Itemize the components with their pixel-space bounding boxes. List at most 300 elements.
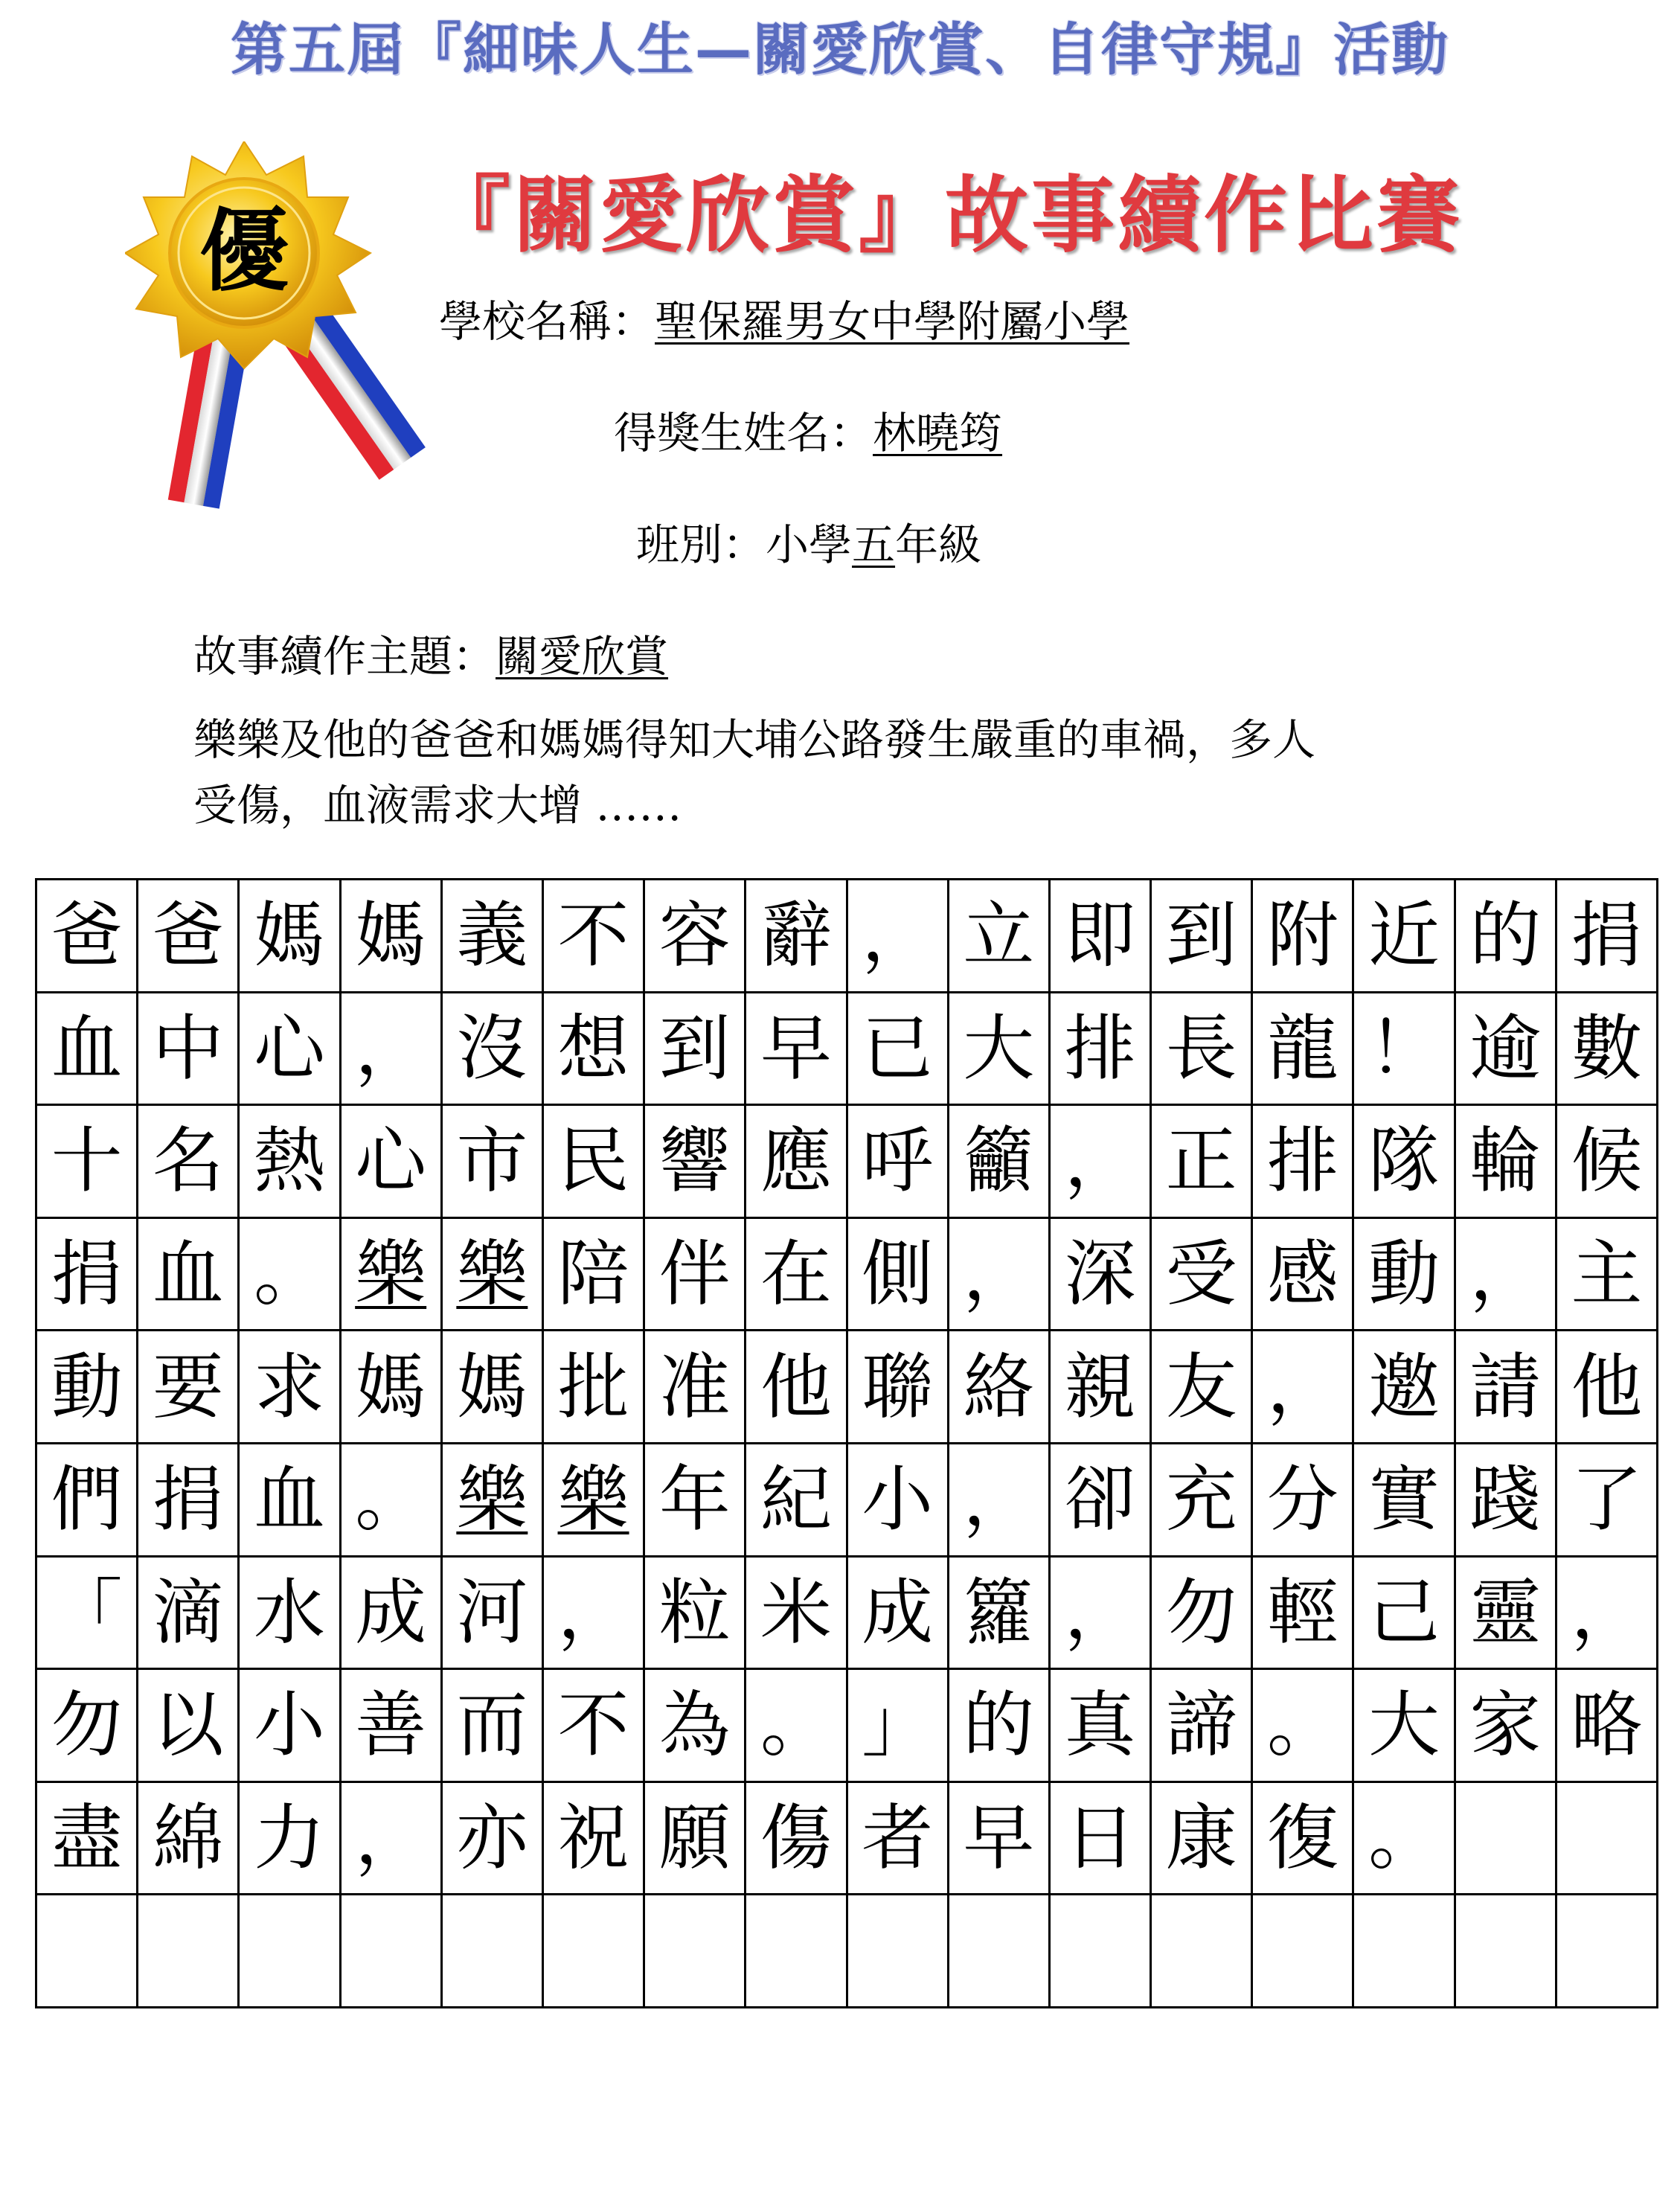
- grid-char: ，: [355, 1796, 427, 1880]
- grid-cell: [1253, 1783, 1354, 1896]
- grid-cell: [848, 993, 949, 1107]
- grid-char: ，: [963, 1458, 1035, 1542]
- grid-cell: [342, 1895, 443, 2008]
- grid-cell: [1051, 1219, 1152, 1332]
- grid-cell: [848, 1895, 949, 2008]
- grid-char: 捐: [51, 1232, 123, 1316]
- grid-char: 動: [51, 1345, 123, 1429]
- grid-cell: [949, 1444, 1051, 1558]
- grid-cell: [949, 880, 1051, 993]
- grid-char: 邀: [1368, 1345, 1440, 1429]
- grid-char: 市: [456, 1119, 528, 1203]
- grid-cell: [1051, 993, 1152, 1107]
- grid-cell: [1354, 1106, 1455, 1219]
- grid-cell: [746, 1444, 847, 1558]
- grid-char: 粒: [658, 1570, 731, 1654]
- grid-char: 不: [557, 1683, 629, 1767]
- grid-cell: [645, 1895, 746, 2008]
- grid-cell: [1557, 1670, 1658, 1783]
- grid-char: 陪: [557, 1232, 629, 1316]
- grid-cell: [443, 993, 544, 1107]
- grid-cell: [1152, 1783, 1253, 1896]
- grid-cell: [1354, 1895, 1455, 2008]
- competition-title: 『關愛欣賞』故事續作比賽: [427, 167, 1463, 264]
- grid-char: 「: [51, 1570, 123, 1654]
- theme-label: 故事續作主題：: [193, 631, 496, 682]
- grid-char: 河: [456, 1570, 528, 1654]
- grid-cell: [848, 1106, 949, 1219]
- grid-char: 善: [355, 1683, 427, 1767]
- grid-char: 媽: [253, 894, 325, 978]
- grid-cell: [1051, 1783, 1152, 1896]
- grid-char: ，: [1571, 1570, 1643, 1654]
- grid-cell: [1557, 1219, 1658, 1332]
- grid-cell: [1152, 880, 1253, 993]
- grid-char: 容: [658, 894, 731, 978]
- writing-grid: [35, 878, 1658, 2008]
- grid-cell: [240, 1670, 341, 1783]
- grid-char: 亦: [456, 1796, 528, 1880]
- grid-cell: [37, 1558, 138, 1671]
- grid-cell: [37, 993, 138, 1107]
- grid-cell: [443, 1558, 544, 1671]
- grid-char: 們: [51, 1458, 123, 1542]
- grid-char: 。: [1266, 1683, 1338, 1767]
- grid-cell: [1051, 1670, 1152, 1783]
- grid-char: 響: [658, 1119, 731, 1203]
- grid-char: 為: [658, 1683, 731, 1767]
- grid-char: 祝: [557, 1796, 629, 1880]
- grid-char: 正: [1165, 1119, 1237, 1203]
- grid-cell: [240, 1444, 341, 1558]
- grid-char: 小: [253, 1683, 325, 1767]
- school-label: 學校名稱：: [439, 296, 655, 347]
- grid-cell: [240, 993, 341, 1107]
- grid-char: 康: [1165, 1796, 1237, 1880]
- grid-char: 感: [1266, 1232, 1338, 1316]
- grid-cell: [443, 1783, 544, 1896]
- grid-cell: [746, 880, 847, 993]
- grid-char: 樂: [557, 1458, 629, 1542]
- grid-cell: [138, 1670, 240, 1783]
- grid-cell: [1152, 993, 1253, 1107]
- school-name: 聖保羅男女中學附屬小學: [655, 296, 1130, 347]
- grid-char: 了: [1571, 1458, 1643, 1542]
- grid-cell: [342, 1783, 443, 1896]
- grid-char: 名: [152, 1119, 224, 1203]
- grid-char: 踐: [1469, 1458, 1542, 1542]
- grid-char: 排: [1064, 1006, 1136, 1090]
- grid-cell: [37, 1444, 138, 1558]
- grid-cell: [240, 1331, 341, 1444]
- grid-char: 爸: [51, 894, 123, 978]
- grid-cell: [949, 1219, 1051, 1332]
- grid-char: 心: [355, 1119, 427, 1203]
- grid-char: 即: [1064, 894, 1136, 978]
- grid-cell: [37, 1783, 138, 1896]
- grid-char: 而: [456, 1683, 528, 1767]
- grid-cell: [746, 993, 847, 1107]
- grid-cell: [1557, 880, 1658, 993]
- grid-char: 血: [253, 1458, 325, 1542]
- grid-cell: [645, 1444, 746, 1558]
- grid-cell: [848, 1670, 949, 1783]
- story-intro-line: 樂樂及他的爸爸和媽媽得知大埔公路發生嚴重的車禍，多人: [193, 714, 1316, 765]
- grid-cell: [746, 1219, 847, 1332]
- grid-cell: [544, 993, 645, 1107]
- grid-cell: [949, 1783, 1051, 1896]
- grid-cell: [138, 1558, 240, 1671]
- grid-char: 以: [152, 1683, 224, 1767]
- grid-char: 在: [760, 1232, 832, 1316]
- story-intro-line: 受傷，血液需求大增 ……: [193, 780, 682, 830]
- grid-char: 深: [1064, 1232, 1136, 1316]
- grid-cell: [1456, 1895, 1557, 2008]
- grid-char: 早: [760, 1006, 832, 1090]
- class-suffix: 年級: [895, 519, 982, 570]
- grid-cell: [1354, 993, 1455, 1107]
- grid-char: 卻: [1064, 1458, 1136, 1542]
- grid-char: 呼: [862, 1119, 934, 1203]
- grid-char: 。: [1368, 1796, 1440, 1880]
- grid-cell: [544, 1670, 645, 1783]
- grid-char: 民: [557, 1119, 629, 1203]
- grid-cell: [1354, 1670, 1455, 1783]
- grid-cell: [1456, 1783, 1557, 1896]
- grid-cell: [1253, 1895, 1354, 2008]
- grid-char: ，: [557, 1570, 629, 1654]
- grid-cell: [1456, 1331, 1557, 1444]
- grid-cell: [645, 1558, 746, 1671]
- grid-char: 中: [152, 1006, 224, 1090]
- grid-cell: [848, 1331, 949, 1444]
- theme-line: [193, 621, 668, 684]
- grid-char: 家: [1469, 1683, 1542, 1767]
- grid-char: 立: [963, 894, 1035, 978]
- grid-char: 親: [1064, 1345, 1136, 1429]
- grid-char: 媽: [355, 894, 427, 978]
- grid-char: 捐: [152, 1458, 224, 1542]
- grid-cell: [342, 1219, 443, 1332]
- grid-char: 熱: [253, 1119, 325, 1203]
- grid-char: 成: [862, 1570, 934, 1654]
- grid-char: 傷: [760, 1796, 832, 1880]
- grid-char: ，: [862, 894, 934, 978]
- grid-cell: [544, 1106, 645, 1219]
- grid-char: 候: [1571, 1119, 1643, 1203]
- grid-cell: [746, 1895, 847, 2008]
- grid-char: 輪: [1469, 1119, 1542, 1203]
- grid-cell: [1456, 1670, 1557, 1783]
- grid-char: 」: [862, 1683, 934, 1767]
- award-badge-text: 優: [199, 199, 289, 304]
- grid-char: 己: [1368, 1570, 1440, 1654]
- grid-cell: [1253, 1670, 1354, 1783]
- grid-char: 准: [658, 1345, 731, 1429]
- grid-char: 長: [1165, 1006, 1237, 1090]
- grid-char: 輕: [1266, 1570, 1338, 1654]
- grid-cell: [1152, 1219, 1253, 1332]
- grid-char: 求: [253, 1345, 325, 1429]
- grid-cell: [240, 1219, 341, 1332]
- grid-cell: [342, 1670, 443, 1783]
- grid-char: 動: [1368, 1232, 1440, 1316]
- grid-cell: [1152, 1558, 1253, 1671]
- grid-cell: [848, 1783, 949, 1896]
- grid-cell: [1354, 1783, 1455, 1896]
- grid-cell: [138, 1895, 240, 2008]
- grid-cell: [746, 1331, 847, 1444]
- grid-cell: [1051, 1106, 1152, 1219]
- grid-char: 已: [862, 1006, 934, 1090]
- grid-cell: [746, 1558, 847, 1671]
- grid-char: 略: [1571, 1683, 1643, 1767]
- grid-cell: [949, 1895, 1051, 2008]
- grid-char: 籲: [963, 1119, 1035, 1203]
- grid-char: 附: [1266, 894, 1338, 978]
- grid-char: 排: [1266, 1119, 1338, 1203]
- grid-char: 實: [1368, 1458, 1440, 1542]
- grid-cell: [1354, 1444, 1455, 1558]
- grid-cell: [746, 1106, 847, 1219]
- grid-cell: [1456, 1106, 1557, 1219]
- grid-cell: [1152, 1444, 1253, 1558]
- event-title: 第五屆『細味人生—關愛欣賞、自律守規』活動: [231, 16, 1449, 83]
- grid-char: ，: [1064, 1570, 1136, 1654]
- grid-char: 靈: [1469, 1570, 1542, 1654]
- grid-cell: [1253, 1444, 1354, 1558]
- grid-cell: [1051, 1331, 1152, 1444]
- grid-char: 捐: [1571, 894, 1643, 978]
- grid-cell: [1152, 1895, 1253, 2008]
- theme-value: 關愛欣賞: [496, 631, 669, 682]
- grid-cell: [37, 1331, 138, 1444]
- grid-char: 逾: [1469, 1006, 1542, 1090]
- grid-char: 隊: [1368, 1119, 1440, 1203]
- grid-cell: [1456, 1219, 1557, 1332]
- student-label: 得獎生姓名：: [614, 408, 873, 458]
- grid-cell: [240, 880, 341, 993]
- grid-cell: [949, 1558, 1051, 1671]
- grid-cell: [949, 1670, 1051, 1783]
- grid-cell: [37, 1895, 138, 2008]
- grid-char: 大: [1368, 1683, 1440, 1767]
- grid-cell: [1152, 1670, 1253, 1783]
- grid-cell: [138, 1331, 240, 1444]
- grid-cell: [443, 1895, 544, 2008]
- grid-cell: [544, 1783, 645, 1896]
- grid-char: 願: [658, 1796, 731, 1880]
- grid-char: 水: [253, 1570, 325, 1654]
- grid-cell: [1253, 1331, 1354, 1444]
- grid-cell: [1456, 1558, 1557, 1671]
- grid-cell: [1354, 1219, 1455, 1332]
- grid-cell: [37, 880, 138, 993]
- grid-char: 不: [557, 894, 629, 978]
- grid-char: 應: [760, 1119, 832, 1203]
- grid-char: 聯: [862, 1345, 934, 1429]
- grid-char: ，: [1266, 1345, 1338, 1429]
- grid-cell: [544, 1444, 645, 1558]
- grid-cell: [1557, 1783, 1658, 1896]
- grid-cell: [37, 1219, 138, 1332]
- grid-char: 盡: [51, 1796, 123, 1880]
- student-line: [614, 398, 1002, 461]
- grid-char: 。: [253, 1232, 325, 1316]
- grid-char: 諦: [1165, 1683, 1237, 1767]
- grid-char: 爸: [152, 894, 224, 978]
- grid-cell: [342, 880, 443, 993]
- grid-cell: [1557, 1106, 1658, 1219]
- grid-cell: [746, 1670, 847, 1783]
- grid-char: ，: [1064, 1119, 1136, 1203]
- grid-cell: [645, 1331, 746, 1444]
- grid-cell: [1253, 1558, 1354, 1671]
- grid-char: ，: [1469, 1232, 1542, 1316]
- grid-char: 沒: [456, 1006, 528, 1090]
- grid-cell: [1557, 993, 1658, 1107]
- grid-char: 主: [1571, 1232, 1643, 1316]
- grid-char: 紀: [760, 1458, 832, 1542]
- grid-char: 十: [51, 1119, 123, 1203]
- grid-cell: [1557, 1331, 1658, 1444]
- grid-char: 的: [1469, 894, 1542, 978]
- grid-cell: [1557, 1558, 1658, 1671]
- grid-cell: [443, 1219, 544, 1332]
- grid-char: 成: [355, 1570, 427, 1654]
- grid-cell: [1051, 1895, 1152, 2008]
- grid-char: 。: [760, 1683, 832, 1767]
- grid-char: 想: [557, 1006, 629, 1090]
- grid-cell: [342, 1558, 443, 1671]
- grid-cell: [949, 993, 1051, 1107]
- grid-char: 者: [862, 1796, 934, 1880]
- grid-char: 勿: [51, 1683, 123, 1767]
- grid-cell: [443, 1444, 544, 1558]
- grid-cell: [848, 1219, 949, 1332]
- grid-cell: [138, 1444, 240, 1558]
- grid-char: 近: [1368, 894, 1440, 978]
- award-medal: [125, 141, 437, 528]
- grid-cell: [37, 1670, 138, 1783]
- grid-cell: [645, 1219, 746, 1332]
- grid-char: 滴: [152, 1570, 224, 1654]
- grid-char: 受: [1165, 1232, 1237, 1316]
- grid-char: 早: [963, 1796, 1035, 1880]
- grid-cell: [848, 1558, 949, 1671]
- grid-char: 分: [1266, 1458, 1338, 1542]
- grid-cell: [138, 1783, 240, 1896]
- grid-cell: [645, 1106, 746, 1219]
- grid-cell: [1354, 1331, 1455, 1444]
- grid-cell: [544, 1895, 645, 2008]
- grid-cell: [1051, 1558, 1152, 1671]
- grid-char: 樂: [456, 1232, 528, 1316]
- grid-char: 請: [1469, 1345, 1542, 1429]
- grid-cell: [1456, 993, 1557, 1107]
- grid-cell: [544, 1331, 645, 1444]
- grid-char: 伴: [658, 1232, 731, 1316]
- grid-cell: [1152, 1106, 1253, 1219]
- grid-cell: [746, 1783, 847, 1896]
- class-label: 班別：: [636, 519, 766, 570]
- grid-char: 籮: [963, 1570, 1035, 1654]
- grid-cell: [949, 1331, 1051, 1444]
- grid-char: 充: [1165, 1458, 1237, 1542]
- grid-char: ，: [963, 1232, 1035, 1316]
- class-line: [636, 510, 981, 572]
- grid-char: 的: [963, 1683, 1035, 1767]
- grid-cell: [342, 993, 443, 1107]
- class-prefix: 小學: [766, 519, 853, 570]
- grid-char: 小: [862, 1458, 934, 1542]
- grid-char: 綿: [152, 1796, 224, 1880]
- grid-cell: [544, 880, 645, 993]
- grid-cell: [1253, 1106, 1354, 1219]
- grid-cell: [1557, 1895, 1658, 2008]
- grid-cell: [443, 880, 544, 993]
- school-line: [439, 286, 1129, 349]
- grid-cell: [1354, 1558, 1455, 1671]
- grid-char: 到: [1165, 894, 1237, 978]
- grid-char: 他: [1571, 1345, 1643, 1429]
- grid-char: 復: [1266, 1796, 1338, 1880]
- grid-char: 力: [253, 1796, 325, 1880]
- grid-char: 大: [963, 1006, 1035, 1090]
- grid-cell: [37, 1106, 138, 1219]
- grid-cell: [645, 880, 746, 993]
- grid-cell: [544, 1219, 645, 1332]
- grid-cell: [240, 1895, 341, 2008]
- grid-char: ！: [1368, 1006, 1440, 1090]
- grid-char: 日: [1064, 1796, 1136, 1880]
- grid-cell: [240, 1783, 341, 1896]
- grid-char: 。: [355, 1458, 427, 1542]
- grid-cell: [1051, 1444, 1152, 1558]
- grid-char: 勿: [1165, 1570, 1237, 1654]
- grid-cell: [949, 1106, 1051, 1219]
- student-name: 林曉筠: [873, 408, 1003, 458]
- grid-char: ，: [355, 1006, 427, 1090]
- grid-char: 樂: [456, 1458, 528, 1542]
- grid-cell: [1354, 880, 1455, 993]
- grid-char: 要: [152, 1345, 224, 1429]
- grid-char: 友: [1165, 1345, 1237, 1429]
- grid-cell: [645, 1670, 746, 1783]
- grid-cell: [342, 1444, 443, 1558]
- story-intro: [193, 707, 1533, 838]
- grid-char: 批: [557, 1345, 629, 1429]
- grid-char: 龍: [1266, 1006, 1338, 1090]
- grid-cell: [443, 1331, 544, 1444]
- grid-char: 媽: [456, 1345, 528, 1429]
- grid-cell: [848, 1444, 949, 1558]
- grid-cell: [443, 1670, 544, 1783]
- grid-cell: [1456, 880, 1557, 993]
- grid-char: 年: [658, 1458, 731, 1542]
- grid-cell: [544, 1558, 645, 1671]
- grid-char: 到: [658, 1006, 731, 1090]
- grid-cell: [443, 1106, 544, 1219]
- grid-cell: [240, 1558, 341, 1671]
- grid-char: 數: [1571, 1006, 1643, 1090]
- grid-cell: [138, 1106, 240, 1219]
- grid-char: 絡: [963, 1345, 1035, 1429]
- grid-cell: [1253, 993, 1354, 1107]
- grid-cell: [645, 993, 746, 1107]
- class-grade: 五: [852, 519, 896, 570]
- grid-char: 心: [253, 1006, 325, 1090]
